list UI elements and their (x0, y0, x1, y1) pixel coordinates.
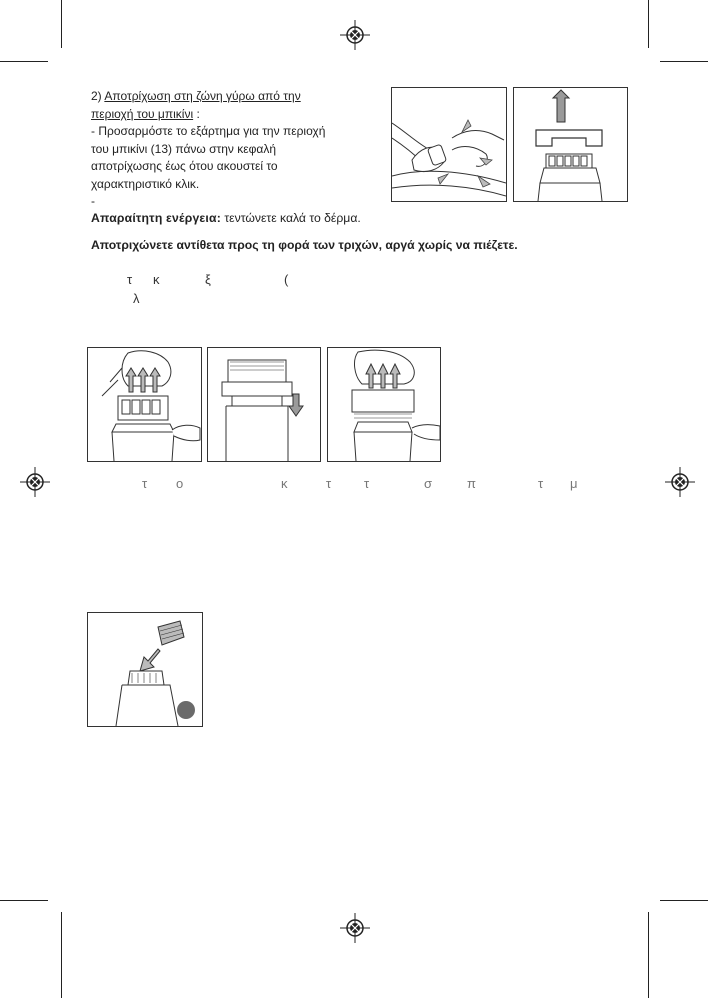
warning-text: Αποτριχώνετε αντίθετα προς τη φορά των τριχών, αργά χωρίς να πιέζετε. (91, 238, 518, 252)
epilator-head-illustration (208, 348, 320, 461)
arrow-icon (553, 90, 569, 122)
arrow-icon (140, 649, 160, 671)
figure-lift-head (87, 347, 202, 462)
indicator-dot (177, 701, 195, 719)
registration-mark-icon (340, 20, 370, 50)
crop-mark (660, 900, 708, 901)
section-number: 2) (91, 89, 102, 103)
section-title-suffix: : (193, 106, 200, 121)
figure-lift-comb (327, 347, 441, 462)
step-text: - (91, 194, 95, 208)
section-title: Αποτρίχωση στη ζώνη γύρω από την (104, 89, 301, 103)
hand-epilator-illustration (88, 348, 201, 461)
text-fragment: σ (424, 476, 433, 491)
arrow-icon (480, 158, 492, 165)
text-fragment: τ (127, 272, 133, 287)
text-fragment: π (467, 476, 476, 491)
arrow-icon (289, 394, 303, 416)
step-text: - Προσαρμόστε το εξάρτημα για την περιοχή (91, 124, 326, 138)
text-fragment: τ (364, 476, 370, 491)
arrow-icon (366, 364, 400, 388)
text-fragment: ( (284, 272, 289, 287)
instruction-paragraph (91, 88, 381, 211)
required-action-note (91, 211, 361, 225)
comb-attachment-illustration (88, 613, 202, 726)
hands-comb-illustration (328, 348, 440, 461)
crop-mark (0, 900, 48, 901)
registration-mark-icon (340, 913, 370, 943)
registration-mark-icon (20, 467, 50, 497)
figure-remove-attachment (513, 87, 628, 202)
arrow-icon (462, 120, 471, 132)
figure-attach-bikini (391, 87, 507, 202)
registration-mark-icon (665, 467, 695, 497)
crop-mark (61, 0, 62, 48)
arrow-icon (438, 174, 448, 184)
arrow-icon (126, 368, 160, 392)
note-label: Απαραίτητη ενέργεια: (91, 211, 221, 225)
step-text: αποτρίχωσης έως ότου ακουστεί το (91, 159, 278, 173)
text-fragment: τ (142, 476, 148, 491)
note-text: τεντώνετε καλά το δέρμα. (220, 211, 361, 225)
text-fragment: κ (153, 272, 160, 287)
section-title-line (91, 106, 381, 124)
text-fragment: κ (281, 476, 288, 491)
step-text: του μπικίνι (13) πάνω στην κεφαλή (91, 141, 276, 156)
epilator-illustration (514, 88, 627, 201)
figure-comb-attachment (87, 612, 203, 727)
text-fragment: ξ (205, 272, 211, 287)
crop-mark (648, 912, 649, 998)
hands-illustration (392, 88, 506, 201)
text-fragment: λ (133, 291, 140, 306)
figure-slide-head (207, 347, 321, 462)
text-fragment: τ (326, 476, 332, 491)
text-fragment: τ (538, 476, 544, 491)
crop-mark (0, 61, 48, 62)
section-title: περιοχή του μπικίνι (91, 106, 194, 121)
text-fragment: ο (176, 476, 184, 491)
crop-mark (61, 912, 62, 998)
step-text: χαρακτηριστικό κλικ. (91, 176, 200, 191)
crop-mark (660, 61, 708, 62)
section-title-line (91, 88, 381, 106)
crop-mark (648, 0, 649, 48)
text-fragment: μ (570, 476, 578, 491)
